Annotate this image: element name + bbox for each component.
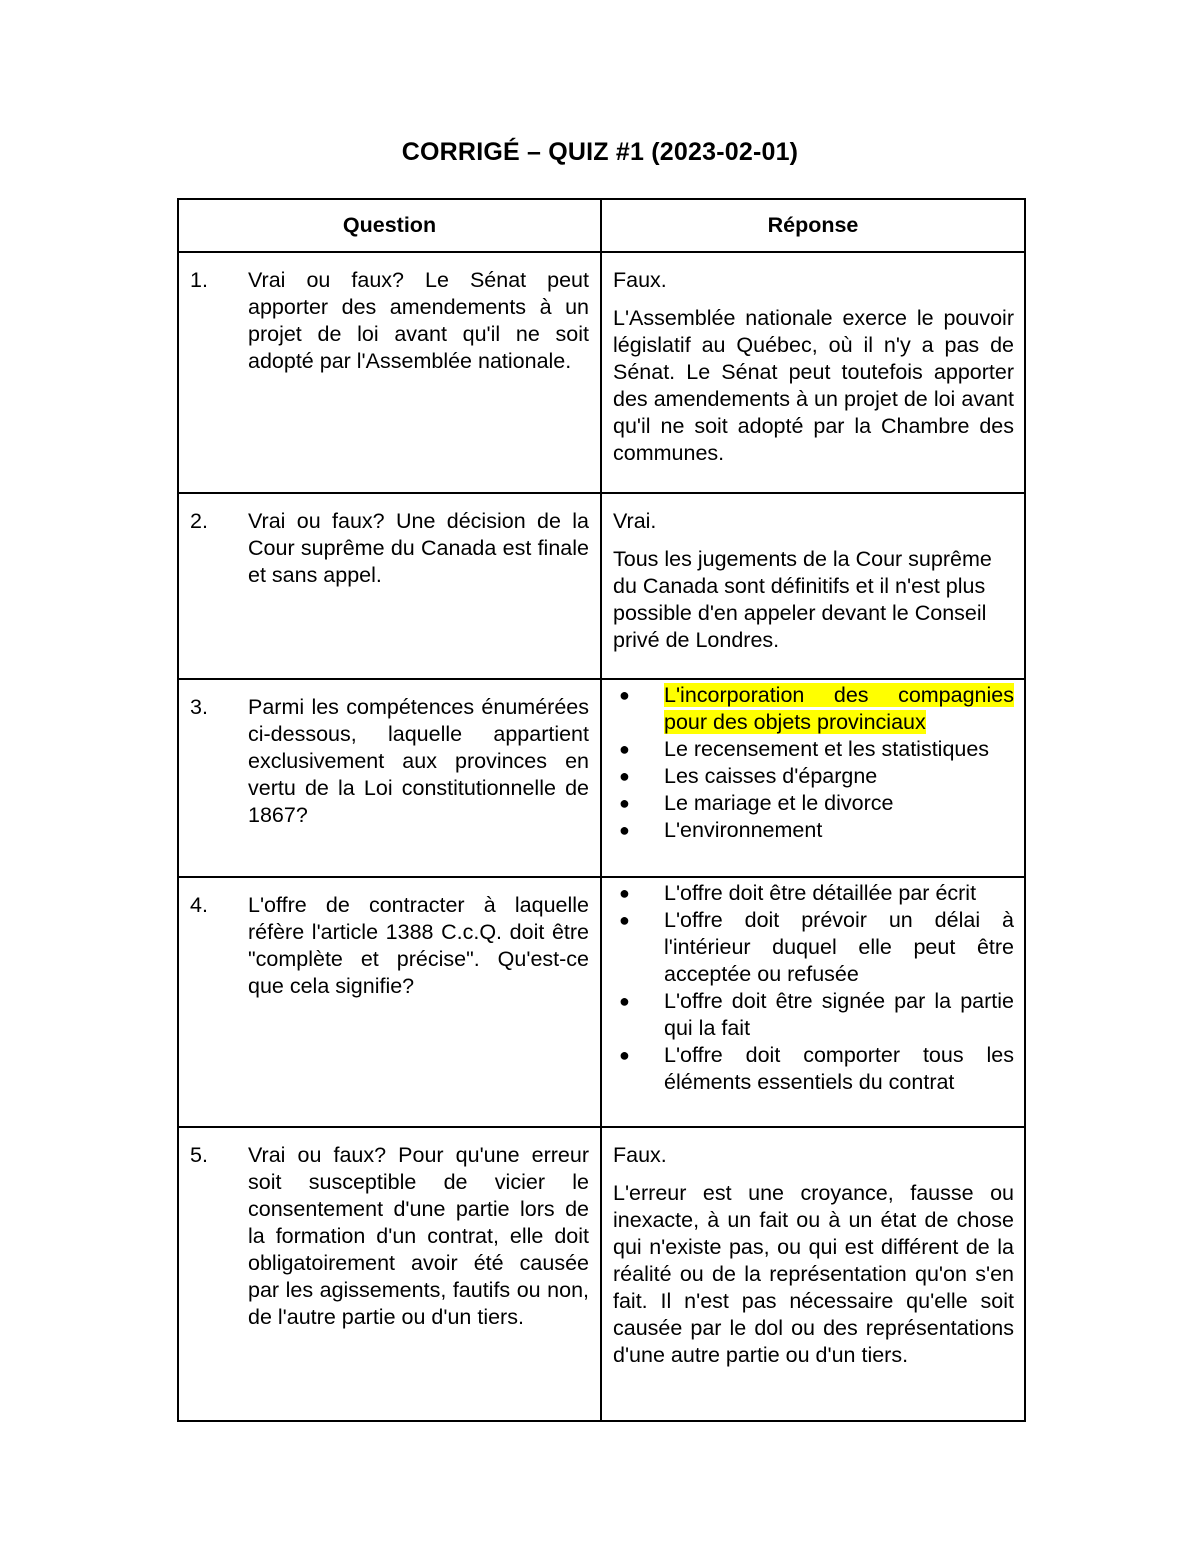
answer-option-text: L'offre doit être signée par la partie qui la fait xyxy=(664,989,1014,1040)
list-item xyxy=(613,790,1014,817)
list-item xyxy=(613,736,1014,763)
answer-column-header: Réponse xyxy=(601,199,1025,252)
answer-options-list xyxy=(613,880,1014,1096)
answer-option-text: L'offre doit prévoir un délai à l'intérieur duquel elle peut être acceptée ou refusée xyxy=(664,908,1014,986)
bullet-dot-icon: ● xyxy=(619,1045,630,1065)
bullet-dot-icon: ● xyxy=(619,910,630,930)
question-number: 4. xyxy=(190,893,208,917)
list-item xyxy=(613,907,1014,988)
answer-cell xyxy=(601,877,1025,1127)
question-number: 5. xyxy=(190,1143,208,1167)
answer-option-text: L'offre doit comporter tous les éléments essentiels du contrat xyxy=(664,1043,1014,1094)
answer-verdict: Vrai. xyxy=(613,509,657,533)
answer-explanation: L'erreur est une croyance, fausse ou inexacte, à un fait ou à un état de chose qui n'existe pas, ou qui est différent de la réalité ou de la représentation qu'on s'en fait. Il n'est pas nécessaire qu'elle soit causée par le dol ou des représentations d'une autre partie ou d'un tiers. xyxy=(613,1181,1014,1367)
list-item xyxy=(613,988,1014,1042)
answer-cell xyxy=(601,1127,1025,1421)
answer-verdict: Faux. xyxy=(613,268,667,292)
page-title: CORRIGÉ – QUIZ #1 (2023-02-01) xyxy=(401,138,799,166)
answer-option-text: L'environnement xyxy=(664,818,823,842)
table-row xyxy=(178,1127,1025,1421)
bullet-dot-icon: ● xyxy=(619,991,630,1011)
bullet-dot-icon: ● xyxy=(619,766,630,786)
question-column-header: Question xyxy=(178,199,601,252)
question-text: L'offre de contracter à laquelle réfère l'article 1388 C.c.Q. doit être "complète et précise". Qu'est-ce que cela signifie? xyxy=(248,893,589,998)
answer-options-list xyxy=(613,682,1014,844)
question-cell xyxy=(178,877,601,1127)
question-cell xyxy=(178,252,601,493)
list-item xyxy=(613,682,1014,736)
question-number: 1. xyxy=(190,268,208,292)
answer-option-text: Le mariage et le divorce xyxy=(664,791,894,815)
answer-explanation: Tous les jugements de la Cour suprême du Canada sont définitifs et il n'est plus possible d'en appeler devant le Conseil privé de Londres. xyxy=(613,547,992,652)
list-item xyxy=(613,763,1014,790)
question-text: Vrai ou faux? Une décision de la Cour suprême du Canada est finale et sans appel. xyxy=(248,509,589,587)
answer-verdict: Faux. xyxy=(613,1143,667,1167)
answer-option-text: L'offre doit être détaillée par écrit xyxy=(664,881,977,905)
table-header-row xyxy=(178,199,1025,252)
question-cell xyxy=(178,679,601,877)
answer-explanation: L'Assemblée nationale exerce le pouvoir législatif au Québec, où il n'y a pas de Sénat. Le Sénat peut toutefois apporter des amendements à un projet de loi avant qu'il ne soit adopté par la Chambre des communes. xyxy=(613,306,1014,465)
table-row xyxy=(178,877,1025,1127)
question-number: 3. xyxy=(190,695,208,719)
bullet-dot-icon: ● xyxy=(619,820,630,840)
bullet-dot-icon: ● xyxy=(619,883,630,903)
answer-option-text: Les caisses d'épargne xyxy=(664,764,878,788)
bullet-dot-icon: ● xyxy=(619,685,630,705)
table-row xyxy=(178,679,1025,877)
answer-option-text: Le recensement et les statistiques xyxy=(664,737,990,761)
highlighted-answer: L'incorporation des compagnies pour des objets provinciaux xyxy=(664,683,1014,734)
list-item xyxy=(613,817,1014,844)
quiz-answer-table xyxy=(177,198,1026,1422)
bullet-dot-icon: ● xyxy=(619,739,630,759)
question-number: 2. xyxy=(190,509,208,533)
question-cell xyxy=(178,493,601,679)
bullet-dot-icon: ● xyxy=(619,793,630,813)
table-row xyxy=(178,252,1025,493)
question-text: Vrai ou faux? Pour qu'une erreur soit susceptible de vicier le consentement d'une partie lors de la formation d'un contrat, elle doit obligatoirement avoir été causée par les agissements, fautifs ou non, de l'autre partie ou d'un tiers. xyxy=(248,1143,589,1329)
question-text: Vrai ou faux? Le Sénat peut apporter des amendements à un projet de loi avant qu'il ne soit adopté par l'Assemblée nationale. xyxy=(248,268,589,373)
list-item xyxy=(613,1042,1014,1096)
question-cell xyxy=(178,1127,601,1421)
list-item xyxy=(613,880,1014,907)
table-row xyxy=(178,493,1025,679)
answer-cell xyxy=(601,493,1025,679)
answer-cell xyxy=(601,679,1025,877)
answer-cell xyxy=(601,252,1025,493)
question-text: Parmi les compétences énumérées ci-dessous, laquelle appartient exclusivement aux provinces en vertu de la Loi constitutionnelle de 1867? xyxy=(248,695,589,827)
